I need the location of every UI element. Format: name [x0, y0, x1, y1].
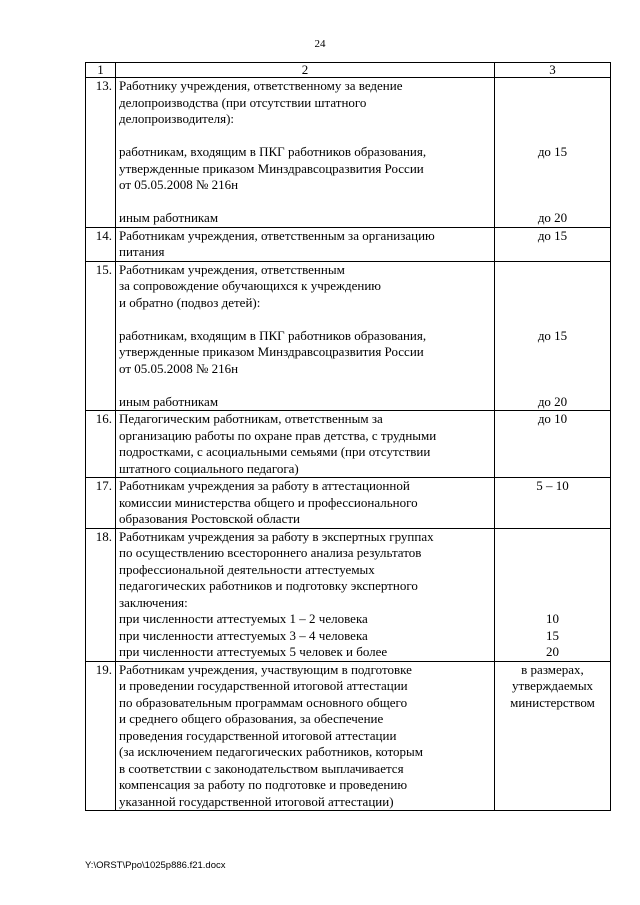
value-line [498, 128, 607, 145]
description-line: заключения: [119, 594, 188, 610]
header-col-3: 3 [495, 63, 611, 78]
value-line [498, 578, 607, 595]
row-description [116, 528, 495, 661]
description-line: работникам, входящим в ПКГ работников образования, [119, 327, 427, 343]
description-line: педагогических работников и подготовку экспертного [119, 578, 418, 593]
table-body [86, 78, 611, 811]
row-value [495, 478, 611, 529]
description-line: при численности аттестуемых 3 – 4 человека [119, 627, 368, 643]
description-line: образования Ростовской области [119, 511, 300, 526]
file-path-footer: Y:\ORST\Ppo\1025p886.f21.docx [85, 860, 226, 871]
row-description [116, 261, 495, 411]
value-line [498, 511, 607, 528]
description-line [119, 194, 491, 211]
description-line [119, 377, 491, 394]
page-number: 24 [314, 38, 326, 50]
value-line: 15 [546, 627, 559, 643]
value-line: 20 [546, 644, 559, 659]
value-line: до 15 [537, 227, 568, 243]
value-line [498, 728, 607, 745]
row-number: 14. [86, 227, 116, 261]
value-line: до 15 [537, 327, 568, 343]
description-line: делопроизводителя): [119, 111, 235, 126]
description-line: и среднего общего образования, за обеспечение [119, 711, 384, 726]
value-line [498, 344, 607, 361]
description-line: по осуществлению всестороннего анализа результатов [119, 545, 422, 560]
value-line [498, 78, 607, 95]
description-line [119, 311, 491, 328]
value-line [498, 744, 607, 761]
table-row [86, 411, 611, 478]
description-line: профессиональной деятельности аттестуемых [119, 561, 375, 577]
table-header-row [86, 63, 611, 78]
value-line [498, 361, 607, 378]
row-number: 13. [86, 78, 116, 228]
table-row [86, 661, 611, 811]
description-line: подростками, с асоциальными семьями (при отсутствии [119, 444, 431, 459]
value-line [498, 562, 607, 579]
value-line [498, 194, 607, 211]
description-line: в соответствии с законодательством выплачивается [119, 760, 404, 776]
value-line: министерством [510, 694, 595, 710]
value-line: утверждаемых [511, 678, 594, 693]
value-line [498, 278, 607, 295]
description-line: комиссии министерства общего и профессионального [119, 494, 418, 510]
row-description [116, 478, 495, 529]
description-line: и проведении государственной итоговой аттестации [119, 678, 408, 693]
value-line [498, 495, 607, 512]
value-line [498, 244, 607, 261]
description-line: проведения государственной итоговой аттестации [119, 727, 397, 743]
value-line: до 10 [537, 411, 568, 426]
description-line [119, 128, 491, 145]
row-description [116, 78, 495, 228]
description-line: Работникам учреждения, ответственным [119, 261, 345, 277]
description-line: от 05.05.2008 № 216н [119, 177, 239, 192]
description-line: питания [119, 244, 165, 259]
description-line: иным работникам [119, 393, 219, 409]
value-line [498, 377, 607, 394]
description-line: иным работникам [119, 210, 219, 225]
description-line: за сопровождение обучающихся к учреждению [119, 278, 382, 293]
value-line [498, 295, 607, 312]
row-number: 18. [86, 528, 116, 661]
description-line: и обратно (подвоз детей): [119, 294, 261, 310]
row-description [116, 661, 495, 811]
description-line: делопроизводства (при отсутствии штатного [119, 94, 367, 110]
table-row [86, 478, 611, 529]
description-line: штатного социального педагога) [119, 460, 299, 476]
table-row [86, 78, 611, 228]
value-line [498, 428, 607, 445]
value-line: 10 [546, 611, 559, 626]
value-line [498, 311, 607, 328]
row-value [495, 261, 611, 411]
value-line [498, 262, 607, 279]
description-line: организацию работы по охране прав детства, с трудными [119, 427, 437, 443]
description-line: Работнику учреждения, ответственному за ведение [119, 78, 403, 93]
description-line: при численности аттестуемых 1 – 2 человека [119, 611, 368, 626]
row-value [495, 78, 611, 228]
value-line: в размерах, [521, 661, 584, 677]
value-line: до 20 [537, 210, 568, 225]
row-description [116, 411, 495, 478]
description-line: работникам, входящим в ПКГ работников образования, [119, 144, 427, 159]
row-number: 17. [86, 478, 116, 529]
description-line: Работникам учреждения за работу в аттестационной [119, 478, 410, 493]
description-line: указанной государственной итоговой аттестации) [119, 793, 394, 809]
value-line [498, 794, 607, 811]
value-line [498, 444, 607, 461]
row-description [116, 227, 495, 261]
description-line: от 05.05.2008 № 216н [119, 360, 239, 376]
description-line: Работникам учреждения за работу в экспертных группах [119, 528, 434, 544]
description-line: Педагогическим работникам, ответственным за [119, 411, 383, 426]
row-value [495, 661, 611, 811]
value-line [498, 761, 607, 778]
value-line [498, 95, 607, 112]
description-line: компенсация за работу по подготовке и проведению [119, 777, 408, 792]
value-line [498, 711, 607, 728]
description-line: утвержденные приказом Минздравсоцразвития России [119, 160, 424, 176]
value-line [498, 177, 607, 194]
row-value [495, 528, 611, 661]
value-line [498, 777, 607, 794]
description-line: при численности аттестуемых 5 человек и более [119, 644, 388, 659]
table-row [86, 261, 611, 411]
row-number: 16. [86, 411, 116, 478]
table-row [86, 528, 611, 661]
row-value [495, 411, 611, 478]
value-line [498, 595, 607, 612]
row-number: 15. [86, 261, 116, 411]
description-line: по образовательным программам основного общего [119, 694, 408, 710]
value-line: до 15 [537, 144, 568, 159]
value-line [498, 161, 607, 178]
header-col-2: 2 [116, 63, 495, 78]
description-line: Работникам учреждения, ответственным за организацию [119, 227, 435, 243]
value-line [498, 111, 607, 128]
value-line [498, 461, 607, 478]
description-line: Работникам учреждения, участвующим в подготовке [119, 661, 412, 677]
value-line [498, 545, 607, 562]
table-row [86, 227, 611, 261]
description-line: утвержденные приказом Минздравсоцразвития России [119, 344, 424, 359]
row-value [495, 227, 611, 261]
allowance-table [85, 62, 611, 811]
value-line: 5 – 10 [536, 478, 569, 493]
header-col-1: 1 [86, 63, 116, 78]
value-line [498, 529, 607, 546]
description-line: (за исключением педагогических работников, которым [119, 744, 423, 759]
row-number: 19. [86, 661, 116, 811]
value-line: до 20 [537, 393, 568, 409]
